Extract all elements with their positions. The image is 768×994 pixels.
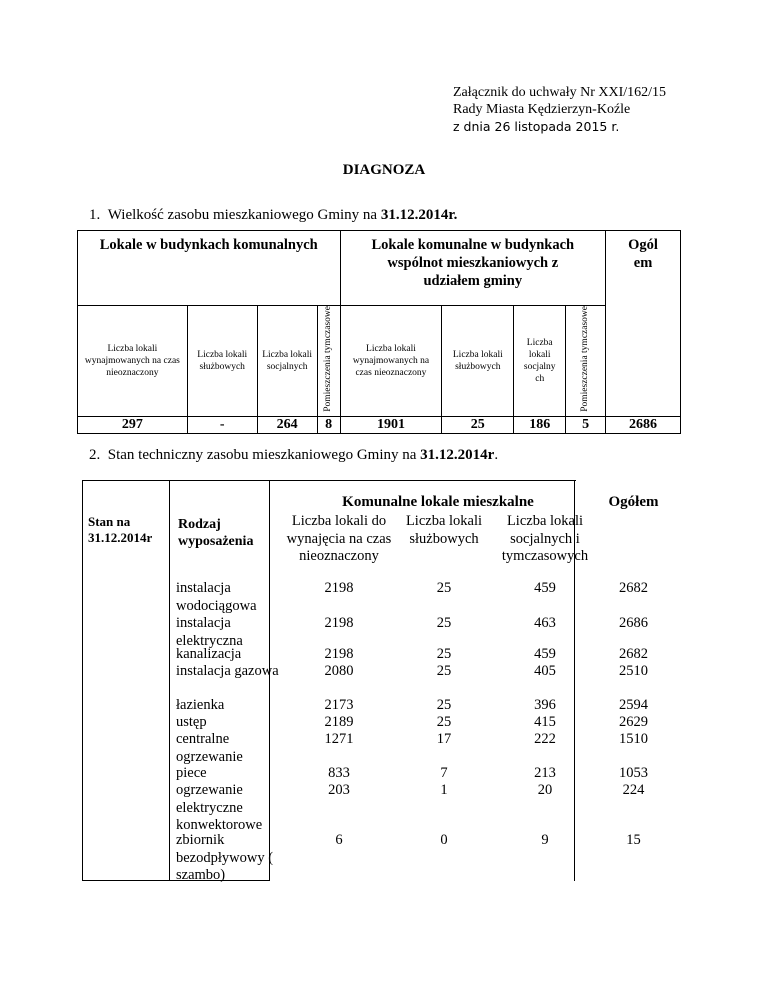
row-value: 9: [541, 832, 549, 848]
row-value: 25: [436, 646, 452, 662]
g2-col-temporary-label: Pomieszczenia tymczasowe: [580, 306, 591, 412]
attachment-line-1: Załącznik do uchwały Nr XXI/162/15: [453, 85, 667, 100]
row-value: 1: [440, 782, 448, 798]
row-value: 6: [335, 832, 343, 848]
section-1-date: 31.12.2014r.: [380, 207, 458, 223]
komunalne-header: Komunalne lokale mieszkalne: [342, 494, 534, 510]
g2-col-temporary: [566, 306, 606, 417]
row-value: 1510: [619, 731, 648, 747]
row-value: 463: [534, 615, 556, 631]
row-name: centralne ogrzewanie: [176, 731, 243, 765]
g1-col-service: Liczba lokali służbowych: [187, 306, 257, 417]
row-value: 1271: [324, 731, 354, 747]
row-value: 25: [436, 663, 452, 679]
row-value: 203: [328, 782, 350, 798]
row-value: 17: [436, 731, 452, 747]
value-cell: 2686: [606, 416, 681, 433]
row-value: 15: [626, 832, 641, 848]
stan-header-label: Stan na 31.12.2014r: [88, 514, 153, 545]
row-value: 1053: [619, 765, 648, 781]
row-name: zbiornik bezodpływowy ( szambo): [176, 832, 274, 883]
page-title: DIAGNOZA: [342, 162, 426, 178]
g2-col-indefinite: Liczba lokali wynajmowanych na czas nieoznaczony: [340, 306, 442, 417]
ogolem-header: Ogółem: [608, 494, 659, 510]
row-value: 213: [534, 765, 556, 781]
section-1-number: 1.: [89, 207, 101, 223]
section-2-heading: [89, 447, 498, 464]
g2-col-social: Liczba lokali socjalny ch: [514, 306, 566, 417]
row-value: 833: [328, 765, 350, 781]
g1-col-temporary-label: Pomieszczenia tymczasowe: [323, 306, 334, 412]
total-header: Ogól em: [606, 231, 681, 417]
rodzaj-header-label: Rodzaj wyposażenia: [178, 517, 254, 549]
value-cell: 25: [442, 416, 514, 433]
row-value: 459: [534, 646, 556, 662]
row-value: 25: [436, 615, 452, 631]
attachment-line-2: Rady Miasta Kędzierzyn-Koźle: [453, 102, 631, 117]
value-cell: 5: [566, 416, 606, 433]
row-name: instalacja elektryczna: [176, 615, 243, 649]
attachment-header: [453, 84, 666, 135]
value-cell: 186: [514, 416, 566, 433]
value-cell: 1901: [340, 416, 442, 433]
row-value: 2173: [324, 697, 354, 713]
row-value: 25: [436, 697, 452, 713]
housing-stock-table: [77, 230, 681, 434]
row-value: 20: [537, 782, 553, 798]
row-value: 2080: [324, 663, 354, 679]
col-service-header: Liczba lokali służbowych: [405, 513, 483, 547]
attachment-line-3: z dnia 26 listopada 2015 r.: [453, 119, 620, 134]
row-name: piece: [176, 765, 207, 781]
group-community-buildings: Lokale komunalne w budynkach wspólnot mieszkaniowych z udziałem gminy: [340, 231, 606, 306]
row-value: 2594: [619, 697, 648, 713]
row-name: łazienka: [176, 697, 225, 713]
g1-col-indefinite: Liczba lokali wynajmowanych na czas nieoznaczony: [78, 306, 188, 417]
g1-col-social: Liczba lokali socjalnych: [257, 306, 317, 417]
row-value: 222: [534, 731, 556, 747]
row-value: 396: [534, 697, 556, 713]
value-cell: -: [187, 416, 257, 433]
row-value: 2686: [619, 615, 648, 631]
row-value: 2682: [619, 580, 648, 596]
section-2-text: Stan techniczny zasobu mieszkaniowego Gminy na: [107, 447, 421, 463]
row-value: 2510: [619, 663, 648, 679]
g2-col-service: Liczba lokali służbowych: [442, 306, 514, 417]
row-name: instalacja wodociągowa: [176, 580, 257, 614]
value-cell: 297: [78, 416, 188, 433]
section-2-suffix: .: [494, 447, 499, 463]
group-municipal-buildings: Lokale w budynkach komunalnych: [78, 231, 341, 306]
row-value: 405: [534, 663, 556, 679]
row-value: 2198: [324, 580, 354, 596]
row-value: 25: [436, 714, 452, 730]
section-2-number: 2.: [89, 447, 101, 463]
row-value: 459: [534, 580, 556, 596]
row-name: ogrzewanie elektryczne konwektorowe: [176, 782, 263, 833]
col-social-header: Liczba lokali socjalnych i tymczasowych: [501, 513, 589, 564]
row-name: ustęp: [176, 714, 207, 730]
row-value: 2629: [619, 714, 648, 730]
row-value: 224: [622, 782, 645, 798]
table2-top-line: [82, 480, 576, 481]
value-cell: 8: [317, 416, 340, 433]
row-value: 2682: [619, 646, 648, 662]
row-value: 2198: [324, 646, 354, 662]
section-2-date: 31.12.2014r: [420, 447, 495, 463]
row-value: 7: [440, 765, 448, 781]
g1-col-temporary: [317, 306, 340, 417]
row-value: 415: [534, 714, 556, 730]
value-cell: 264: [257, 416, 317, 433]
row-value: 2189: [324, 714, 354, 730]
rodzaj-header: [178, 516, 273, 550]
row-name: kanalizacja: [176, 646, 242, 662]
row-value: 0: [440, 832, 448, 848]
stan-header: [88, 514, 168, 546]
section-1-heading: [89, 207, 457, 224]
section-1-text: Wielkość zasobu mieszkaniowego Gminy na: [107, 207, 381, 223]
row-value: 25: [436, 580, 452, 596]
row-name: instalacja gazowa: [176, 663, 279, 679]
col-indefinite-header: Liczba lokali do wynajęcia na czas nieoznaczony: [286, 513, 392, 564]
row-value: 2198: [324, 615, 354, 631]
